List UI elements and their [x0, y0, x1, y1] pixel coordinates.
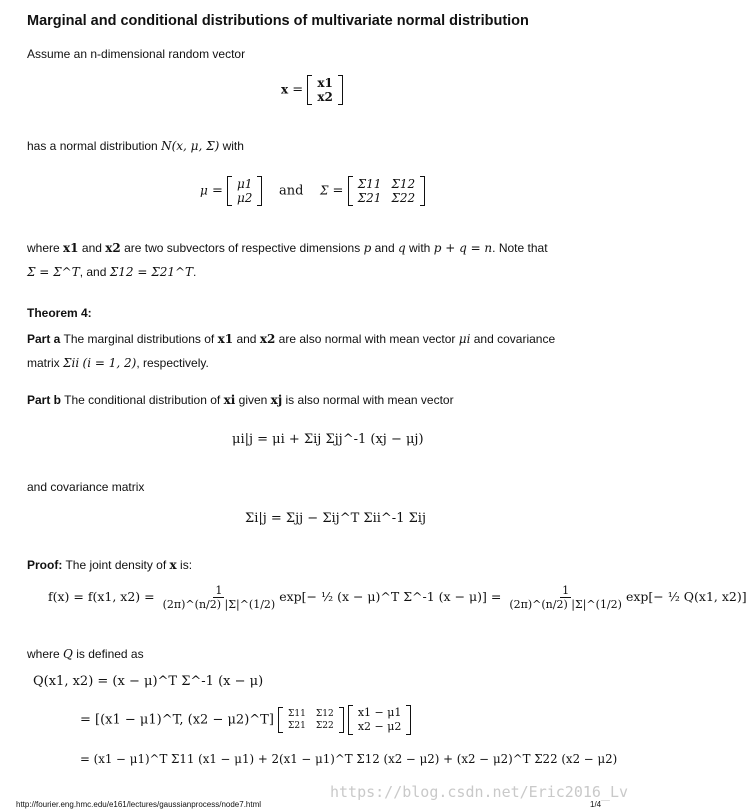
- covariance-text: and covariance matrix: [27, 480, 145, 494]
- sigma-cell: Σ21: [357, 191, 382, 205]
- fraction-numerator: 1: [562, 584, 570, 597]
- sigma-cell: Σ22: [391, 191, 416, 205]
- math-i-range: (i = 1, 2): [82, 356, 137, 370]
- equation-conditional-mean: μi|j = μi + Σij Σjj^-1 (xj − μj): [232, 432, 424, 447]
- mu-row: μ1: [236, 177, 253, 191]
- density-fraction-2: [507, 584, 624, 611]
- part-a-line-2: [27, 356, 209, 371]
- note-line: [27, 265, 196, 280]
- math-q: Q: [63, 647, 73, 661]
- text-span: .: [193, 265, 197, 279]
- text-span: The joint density of: [65, 558, 167, 572]
- equation-mu-sigma: μ = μ1 μ2 and Σ = Σ11 Σ12 Σ21 Σ22: [200, 176, 425, 206]
- fraction-denominator: (2π)^(n/2) |Σ|^(1/2): [162, 598, 276, 611]
- footer-url[interactable]: http://fourier.eng.hmc.edu/e161/lectures/gaussianprocess/node7.html: [16, 800, 262, 809]
- sigma-cell: Σ12: [391, 177, 416, 191]
- eq-x-lhs: x: [281, 82, 289, 97]
- page-title: Marginal and conditional distributions of multivariate normal distribution: [27, 13, 529, 29]
- mu-row: μ2: [236, 191, 253, 205]
- math-sigma-transpose: Σ = Σ^T: [27, 265, 80, 279]
- q2-matrix-cell: Σ11: [288, 709, 306, 719]
- density-exponent-1: exp[− ½ (x − μ)^T Σ^-1 (x − μ)] =: [279, 589, 502, 604]
- part-a-label: Part a: [27, 332, 61, 346]
- math-q: q: [397, 241, 406, 255]
- text-span: and: [374, 241, 395, 255]
- text-span: and: [236, 332, 257, 346]
- fraction-numerator: 1: [215, 584, 223, 597]
- text-span: is also normal with mean vector: [285, 393, 454, 407]
- math-sigma-ii: Σii: [63, 356, 80, 370]
- text-span: with: [222, 139, 244, 153]
- proof-line: [27, 558, 192, 573]
- text-span: are two subvectors of respective dimensions: [124, 241, 361, 255]
- text-span: . Note that: [492, 241, 548, 255]
- q2-vector-row: x2 − μ2: [357, 720, 402, 733]
- text-span: is defined as: [76, 647, 144, 661]
- text-span: , respectively.: [136, 356, 209, 370]
- math-x1: x1: [63, 241, 79, 255]
- proof-label: Proof:: [27, 558, 63, 572]
- density-lhs: f(x) = f(x1, x2) =: [48, 589, 155, 604]
- text-span: with: [409, 241, 431, 255]
- footer-page-number: 1/4: [590, 800, 602, 809]
- text-span: where: [27, 241, 60, 255]
- math-sigma12: Σ12 = Σ21^T: [109, 265, 194, 279]
- text-span: has a normal distribution: [27, 139, 158, 153]
- math-normal-dist: N(x, μ, Σ): [161, 139, 220, 153]
- math-x1: x1: [217, 332, 234, 346]
- equation-q-3: = (x1 − μ1)^T Σ11 (x1 − μ1) + 2(x1 − μ1)^T Σ12 (x2 − μ2) + (x2 − μ2)^T Σ22 (x2 − μ2): [80, 752, 618, 766]
- math-xi: xi: [223, 393, 236, 407]
- theorem-heading: Theorem 4:: [27, 306, 92, 320]
- text-span: The conditional distribution of: [64, 393, 221, 407]
- math-x2: x2: [105, 241, 121, 255]
- text-span: and covariance: [473, 332, 556, 346]
- fraction-denominator: (2π)^(n/2) |Σ|^(1/2): [509, 598, 622, 611]
- watermark-text: https://blog.csdn.net/Eric2016_Lv: [330, 783, 629, 801]
- equation-conditional-covariance: Σi|j = Σjj − Σij^T Σii^-1 Σij: [245, 511, 426, 526]
- equation-q-2: [80, 705, 411, 735]
- x-vector-row: x1: [317, 76, 333, 90]
- mu-vector-matrix: [227, 176, 262, 206]
- where-q-line: [27, 647, 144, 662]
- text-span: are also normal with mean vector: [278, 332, 456, 346]
- text-span: where: [27, 647, 60, 661]
- math-mu-i: μi: [458, 332, 471, 346]
- text-span: The marginal distributions of: [63, 332, 215, 346]
- intro-text: Assume an n-dimensional random vector: [27, 47, 246, 61]
- q2-matrix-cell: Σ22: [315, 721, 334, 731]
- part-b-label: Part b: [27, 393, 62, 407]
- normal-distribution-line: [27, 139, 244, 154]
- density-fraction: [161, 584, 278, 611]
- density-exponent-2: exp[− ½ Q(x1, x2)]: [625, 589, 747, 604]
- q2-vector-row: x1 − μ1: [357, 706, 402, 719]
- text-span: and: [81, 241, 102, 255]
- text-span: , and: [79, 265, 107, 279]
- equation-joint-density: [48, 584, 747, 611]
- part-b-line: [27, 393, 454, 408]
- q2-difference-vector: [348, 705, 412, 735]
- text-span: is:: [180, 558, 193, 572]
- and-word: and: [278, 183, 304, 199]
- math-xj: xj: [270, 393, 283, 407]
- x-vector-row: x2: [317, 90, 333, 104]
- sigma-matrix: [348, 176, 426, 206]
- equation-x-vector: x = x1 x2: [281, 75, 343, 105]
- q2-matrix-cell: Σ21: [288, 721, 306, 731]
- part-a-line-1: [27, 332, 555, 347]
- q2-prefix: = [(x1 − μ1)^T, (x2 − μ2)^T]: [80, 712, 274, 728]
- sigma-cell: Σ11: [357, 177, 382, 191]
- text-span: matrix: [27, 356, 60, 370]
- x-vector-matrix: [307, 75, 343, 105]
- math-x2: x2: [259, 332, 276, 346]
- subvectors-line: [27, 241, 548, 256]
- text-span: given: [238, 393, 268, 407]
- equation-q-1: Q(x1, x2) = (x − μ)^T Σ^-1 (x − μ): [33, 674, 264, 689]
- q2-sigma-inverse-matrix: [278, 707, 344, 733]
- math-p-plus-q: p + q = n: [433, 241, 493, 255]
- math-p: p: [363, 241, 372, 255]
- q2-matrix-cell: Σ12: [315, 709, 334, 719]
- math-x: x: [169, 558, 177, 572]
